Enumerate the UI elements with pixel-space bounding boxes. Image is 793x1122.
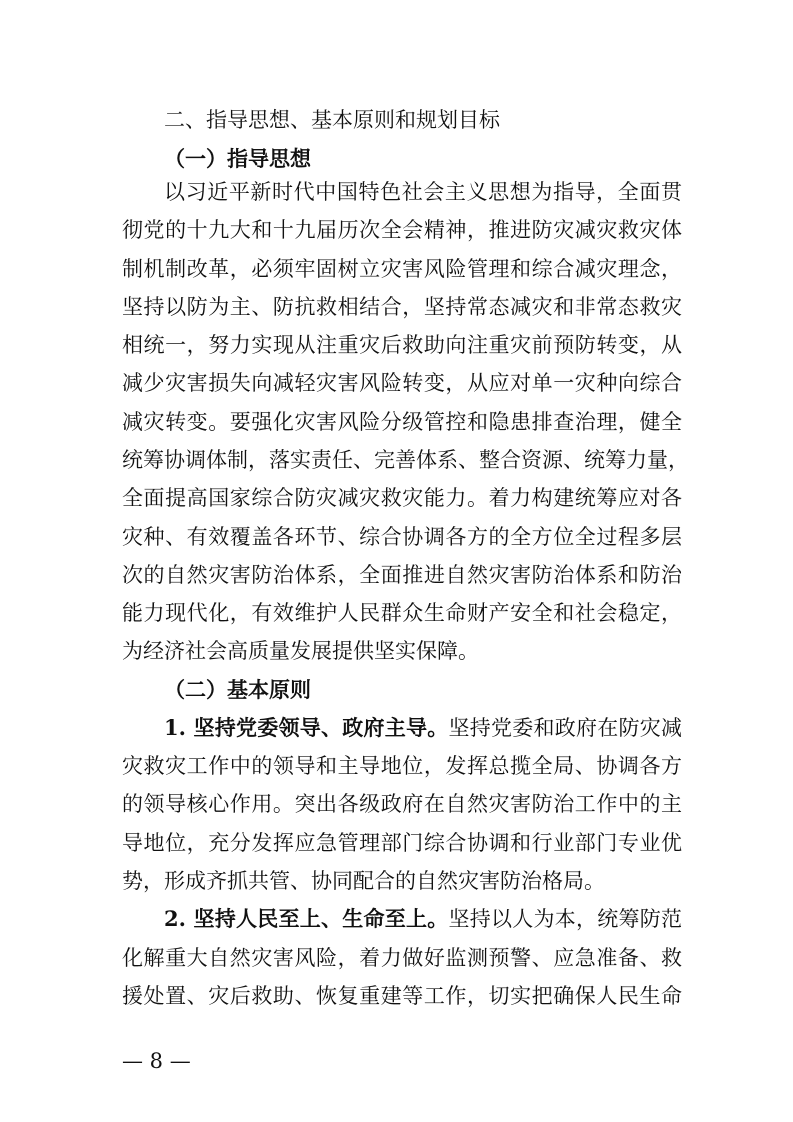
paragraph-line: 全面提高国家综合防灾减灾救灾能力。着力构建统筹应对各 <box>122 486 682 510</box>
paragraph-line: 导地位，充分发挥应急管理部门综合协调和行业部门专业优 <box>122 831 682 855</box>
paragraph-line: 彻党的十九大和十九届历次全会精神，推进防灾减灾救灾体 <box>122 218 682 242</box>
paragraph-line: 坚持以防为主、防抗救相结合，坚持常态减灾和非常态救灾 <box>122 295 682 319</box>
paragraph-line: 次的自然灾害防治体系，全面推进自然灾害防治体系和防治 <box>122 563 682 587</box>
principle-1-title: 1. 坚持党委领导、政府主导。 <box>164 715 449 740</box>
principle-2-title: 2. 坚持人民至上、生命至上。 <box>164 906 449 931</box>
paragraph-line: 统筹协调体制，落实责任、完善体系、整合资源、统筹力量， <box>122 448 689 472</box>
paragraph-line: 灾救灾工作中的领导和主导地位，发挥总揽全局、协调各方 <box>122 754 682 778</box>
paragraph-line: 减少灾害损失向减轻灾害风险转变，从应对单一灾种向综合 <box>122 371 682 395</box>
paragraph-line: 以习近平新时代中国特色社会主义思想为指导，全面贯 <box>164 180 682 204</box>
subsection-heading-guiding-ideology: （一）指导思想 <box>164 146 311 171</box>
paragraph-line: 减灾转变。要强化灾害风险分级管控和隐患排查治理，健全 <box>122 410 682 434</box>
paragraph-line: 能力现代化，有效维护人民群众生命财产安全和社会稳定， <box>122 601 682 625</box>
paragraph-line: 势，形成齐抓共管、协同配合的自然灾害防治格局。 <box>122 869 605 893</box>
page-number: — 8 — <box>122 1049 191 1073</box>
principle-2-first-line <box>164 905 682 933</box>
paragraph-line: 为经济社会高质量发展提供坚实保障。 <box>122 639 479 663</box>
principle-1-first-line <box>164 714 682 742</box>
paragraph-line: 相统一，努力实现从注重灾后救助向注重灾前预防转变，从 <box>122 333 682 357</box>
paragraph-line: 化解重大自然灾害风险，着力做好监测预警、应急准备、救 <box>122 946 682 970</box>
section-heading: 二、指导思想、基本原则和规划目标 <box>164 108 500 132</box>
principle-2-text: 坚持以人为本，统筹防范 <box>448 907 683 931</box>
paragraph-line: 灾种、有效覆盖各环节、综合协调各方的全方位全过程多层 <box>122 525 682 549</box>
paragraph-line: 援处置、灾后救助、恢复重建等工作，切实把确保人民生命 <box>122 984 682 1008</box>
principle-1-text: 坚持党委和政府在防灾减 <box>448 716 683 740</box>
paragraph-line: 的领导核心作用。突出各级政府在自然灾害防治工作中的主 <box>122 792 682 816</box>
subsection-heading-basic-principles: （二）基本原则 <box>164 677 311 702</box>
paragraph-line: 制机制改革，必须牢固树立灾害风险管理和综合减灾理念， <box>122 257 682 281</box>
